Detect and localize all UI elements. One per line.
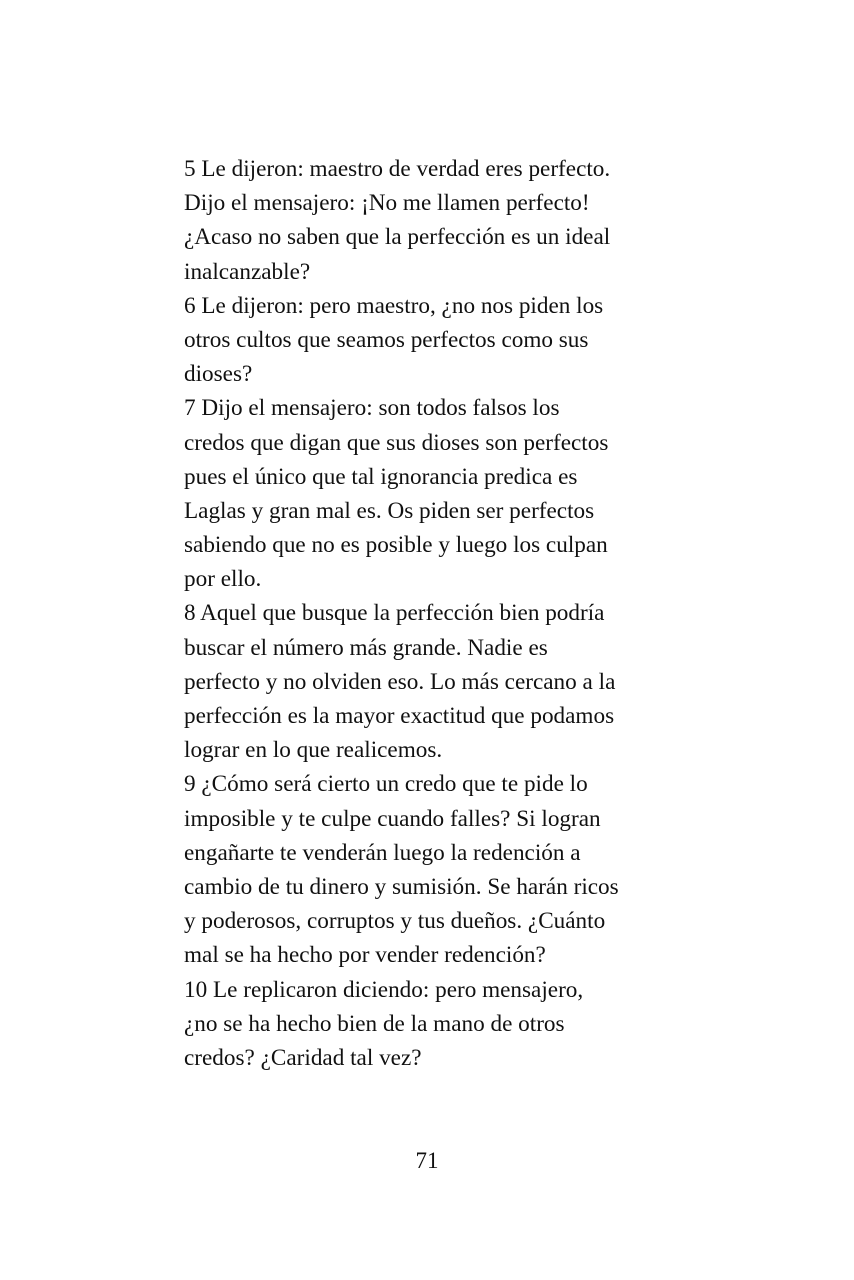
text-line: sabiendo que no es posible y luego los culpan bbox=[184, 532, 608, 559]
body-text bbox=[184, 152, 674, 1075]
text-line: perfección es la mayor exactitud que podamos bbox=[184, 703, 615, 729]
text-line: buscar el número más grande. Nadie es bbox=[184, 634, 548, 661]
page-number: 71 bbox=[415, 1148, 439, 1173]
text-line: y poderosos, corruptos y tus dueños. ¿Cuánto bbox=[184, 908, 606, 935]
text-line: mal se ha hecho por vender redención? bbox=[184, 942, 546, 969]
text-line: inalcanzable? bbox=[184, 258, 311, 285]
text-line: pues el único que tal ignorancia predica es bbox=[184, 463, 578, 490]
text-line: Laglas y gran mal es. Os piden ser perfectos bbox=[184, 497, 595, 524]
text-line: Dijo el mensajero: ¡No me llamen perfecto! bbox=[184, 190, 590, 217]
text-line: engañarte te venderán luego la redención a bbox=[184, 839, 581, 866]
text-line: ¿Acaso no saben que la perfección es un ideal bbox=[184, 224, 611, 251]
text-line: 7 Dijo el mensajero: son todos falsos los bbox=[184, 395, 560, 422]
text-line: 8 Aquel que busque la perfección bien podría bbox=[184, 600, 605, 627]
text-line: cambio de tu dinero y sumisión. Se harán ricos bbox=[184, 873, 619, 900]
text-line: imposible y te culpe cuando falles? Si logran bbox=[184, 805, 601, 832]
text-line: 10 Le replicaron diciendo: pero mensajero, bbox=[184, 976, 584, 1003]
text-line: 9 ¿Cómo será cierto un credo que te pide lo bbox=[184, 771, 588, 798]
text-line: por ello. bbox=[184, 566, 262, 593]
text-line: credos que digan que sus dioses son perfectos bbox=[184, 429, 609, 456]
text-line: 5 Le dijeron: maestro de verdad eres perfecto. bbox=[184, 156, 611, 182]
text-line: dioses? bbox=[184, 361, 253, 388]
text-line: credos? ¿Caridad tal vez? bbox=[184, 1044, 422, 1071]
text-line: otros cultos que seamos perfectos como sus bbox=[184, 326, 589, 353]
text-line: perfecto y no olviden eso. Lo más cercano a la bbox=[184, 668, 616, 695]
text-line: 6 Le dijeron: pero maestro, ¿no nos piden los bbox=[184, 292, 604, 319]
text-line: lograr en lo que realicemos. bbox=[184, 737, 443, 764]
text-line: ¿no se ha hecho bien de la mano de otros bbox=[184, 1010, 565, 1037]
